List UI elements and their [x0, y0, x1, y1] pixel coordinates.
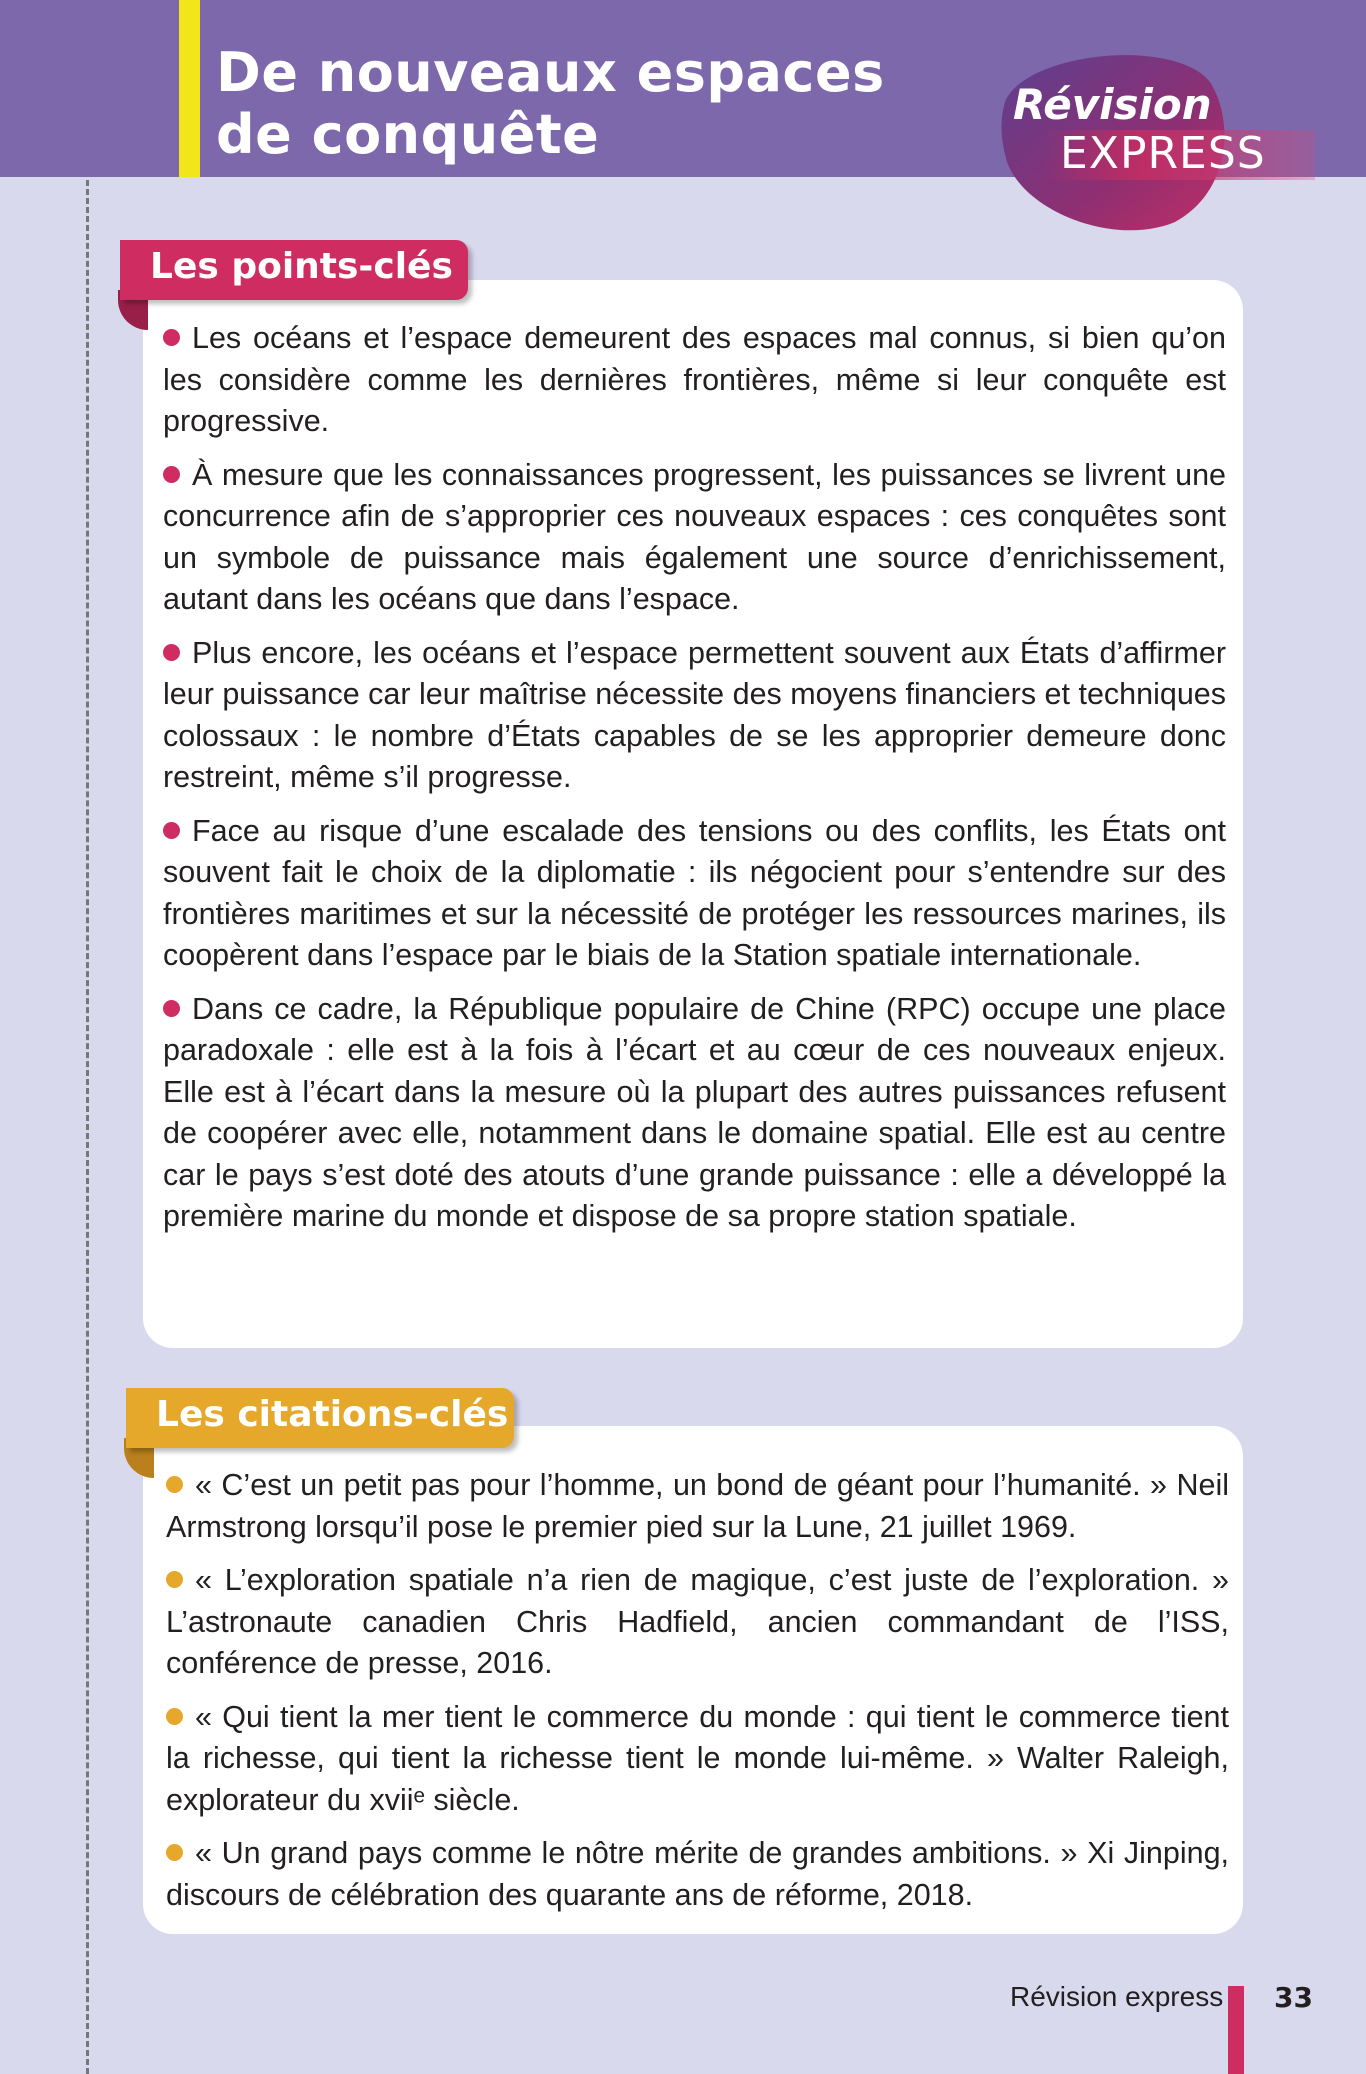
list-item: [163, 318, 1226, 443]
list-item-text: « L’exploration spatiale n’a rien de magique, c’est juste de l’exploration. » L’astronaute canadien Chris Hadfield, ancien commandant de l’ISS, conférence de presse, 2016.: [166, 1563, 1229, 1680]
bullet-dot-icon: [163, 466, 180, 483]
list-item: [166, 1697, 1229, 1822]
bullet-dot-icon: [166, 1844, 183, 1861]
header-accent-bar: [179, 0, 200, 177]
section-title: Les citations-clés: [156, 1394, 509, 1435]
badge-title-express: EXPRESS: [1060, 128, 1266, 179]
bullet-dot-icon: [166, 1708, 183, 1725]
footer-running-title: Révision express: [1010, 1981, 1224, 2012]
bullet-dot-icon: [163, 1000, 180, 1017]
list-item: [166, 1833, 1229, 1916]
page-title: [216, 42, 885, 166]
section-title: Les points-clés: [150, 246, 453, 287]
badge-title-revision: Révision: [1013, 80, 1212, 129]
footer-accent-bar: [1228, 1986, 1244, 2074]
list-item: [163, 811, 1226, 977]
list-item-text: Plus encore, les océans et l’espace permettent souvent aux États d’affirmer leur puissance car leur maîtrise nécessite des moyens financiers et techniques colossaux : le nombre d’États capables de se les approprier demeure donc restreint, même s’il progresse.: [163, 635, 1226, 794]
list-item: [163, 633, 1226, 799]
list-item-text: Face au risque d’une escalade des tensions ou des conflits, les États ont souvent fait le choix de la diplomatie : ils négocient pour s’entendre sur des frontières maritimes et sur la nécessité de protéger les ressources marines, ils coopèrent dans l’espace par le biais de la Station spatiale internationale.: [163, 813, 1226, 972]
bullet-dot-icon: [163, 644, 180, 661]
list-item: [166, 1560, 1229, 1685]
margin-dashed-line: [86, 180, 89, 2074]
section-tag-citations-cles: [126, 1388, 514, 1448]
page-number: 33: [1274, 1981, 1313, 2014]
points-cles-list: [163, 318, 1226, 1250]
bullet-dot-icon: [163, 822, 180, 839]
page-title-line-1: De nouveaux espaces: [216, 41, 885, 104]
list-item-text: « Un grand pays comme le nôtre mérite de grandes ambitions. » Xi Jinping, discours de célébration des quarante ans de réforme, 2018.: [166, 1836, 1229, 1912]
list-item: [166, 1465, 1229, 1548]
list-item-text: Dans ce cadre, la République populaire de Chine (RPC) occupe une place paradoxale : elle est à la fois à l’écart et au cœur de ces nouveaux enjeux. Elle est à l’écart dans la mesure où la plupart des autres puissances refusent de coopérer avec elle, notamment dans le domaine spatial. Elle est au centre car le pays s’est doté des atouts d’une grande puissance : elle a développé la première marine du monde et dispose de sa propre station spatiale.: [163, 991, 1226, 1233]
bullet-dot-icon: [166, 1571, 183, 1588]
list-item-text: « C’est un petit pas pour l’homme, un bond de géant pour l’humanité. » Neil Armstrong lorsqu’il pose le premier pied sur la Lune, 21 juillet 1969.: [166, 1468, 1229, 1544]
revision-express-badge: [995, 42, 1325, 242]
list-item: [163, 455, 1226, 621]
section-tag-points-cles: [120, 240, 468, 300]
list-item-text: « Qui tient la mer tient le commerce du monde : qui tient le commerce tient la richesse, qui tient la richesse tient le monde lui-même. » Walter Raleigh, explorateur du xviiᵉ siècle.: [166, 1699, 1229, 1817]
list-item-text: À mesure que les connaissances progressent, les puissances se livrent une concurrence afin de s’approprier ces nouveaux espaces : ces conquêtes sont un symbole de puissance mais également une source d’enrichissement, autant dans les océans que dans l’espace.: [163, 457, 1226, 616]
list-item: [163, 989, 1226, 1238]
bullet-dot-icon: [166, 1476, 183, 1493]
bullet-dot-icon: [163, 329, 180, 346]
list-item-text: Les océans et l’espace demeurent des espaces mal connus, si bien qu’on les considère comme les dernières frontières, même si leur conquête est progressive.: [163, 321, 1226, 438]
citations-cles-list: [166, 1465, 1229, 1928]
page-title-line-2: de conquête: [216, 103, 600, 166]
